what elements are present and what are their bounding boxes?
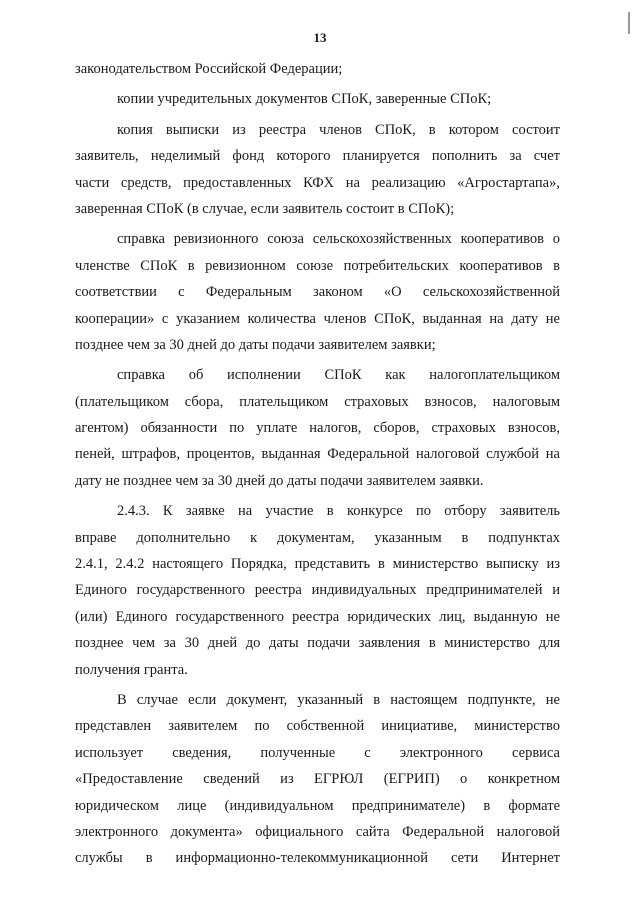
text-line: законодательством Российской Федерации; [75, 61, 343, 77]
text-line: 2.4.1, 2.4.2 настоящего Порядка, представить в министерство выписку из [75, 556, 560, 573]
text-line: позднее чем за 30 дней до даты подачи заявителем заявки; [75, 336, 436, 353]
text-line: 2.4.3. К заявке на участие в конкурсе по отбору заявитель [117, 503, 560, 520]
text-line: (или) Единого государственного реестра юридических лиц, выданную не [75, 608, 560, 625]
text-line: соответствии с Федеральным законом «О сельскохозяйственной [75, 284, 560, 301]
paragraph-founding-documents [75, 86, 560, 112]
text-line: получения гранта. [75, 661, 188, 678]
text-line: части средств, предоставленных КФХ на реализацию «Агростартапа», [75, 174, 560, 191]
paragraph-clause-2-4-3 [75, 498, 560, 683]
text-line: Единого государственного реестра индивидуальных предпринимателей и [75, 582, 560, 599]
text-line: представлен заявителем по собственной инициативе, министерство [75, 718, 560, 735]
text-line: пеней, штрафов, процентов, выданная Федеральной налоговой службой на [75, 446, 560, 463]
text-line: (плательщиком сбора, плательщиком страховых взносов, налоговым [75, 393, 560, 410]
text-line: позднее чем за 30 дней до даты подачи заявления в министерство для [75, 635, 560, 652]
text-line: «Предоставление сведений из ЕГРЮЛ (ЕГРИП) о конкретном [75, 771, 560, 788]
text-line: В случае если документ, указанный в настоящем подпункте, не [117, 691, 560, 708]
text-line: использует сведения, полученные с электронного сервиса [75, 744, 560, 761]
text-line: заверенная СПоК (в случае, если заявитель состоит в СПоК); [75, 200, 455, 217]
text-line: кооперации» с указанием количества членов СПоК, выданная на дату не [75, 310, 560, 327]
paragraph-audit-union-certificate [75, 226, 560, 358]
text-line: вправе дополнительно к документам, указанным в подпунктах [75, 529, 560, 546]
text-line: службы в информационно-телекоммуникационной сети Интернет [75, 850, 560, 867]
text-line: заявитель, неделимый фонд которого планируется пополнить за счет [75, 148, 560, 165]
text-line: агентом) обязанности по уплате налогов, сборов, страховых взносов, [75, 420, 560, 437]
text-line: справка об исполнении СПоК как налогоплательщиком [117, 367, 560, 384]
text-line: дату не позднее чем за 30 дней до даты подачи заявителем заявки. [75, 472, 484, 489]
page-number: 13 [313, 30, 327, 45]
paragraph-egrul-service [75, 687, 560, 872]
paragraph-legislation-end [75, 56, 560, 82]
text-line: справка ревизионного союза сельскохозяйственных кооперативов о [117, 231, 560, 248]
text-line: электронного документа» официального сайта Федеральной налоговой [75, 823, 560, 840]
paragraph-members-register-extract [75, 117, 560, 223]
text-line: юридическом лице (индивидуальном предпринимателе) в формате [75, 797, 560, 814]
text-line: копия выписки из реестра членов СПоК, в котором состоит [117, 121, 560, 138]
document-body [75, 56, 560, 872]
text-line: копии учредительных документов СПоК, заверенные СПоК; [117, 91, 492, 108]
paragraph-tax-obligations-certificate [75, 362, 560, 494]
text-line: членстве СПоК в ревизионном союзе потребительских кооперативов в [75, 257, 560, 274]
